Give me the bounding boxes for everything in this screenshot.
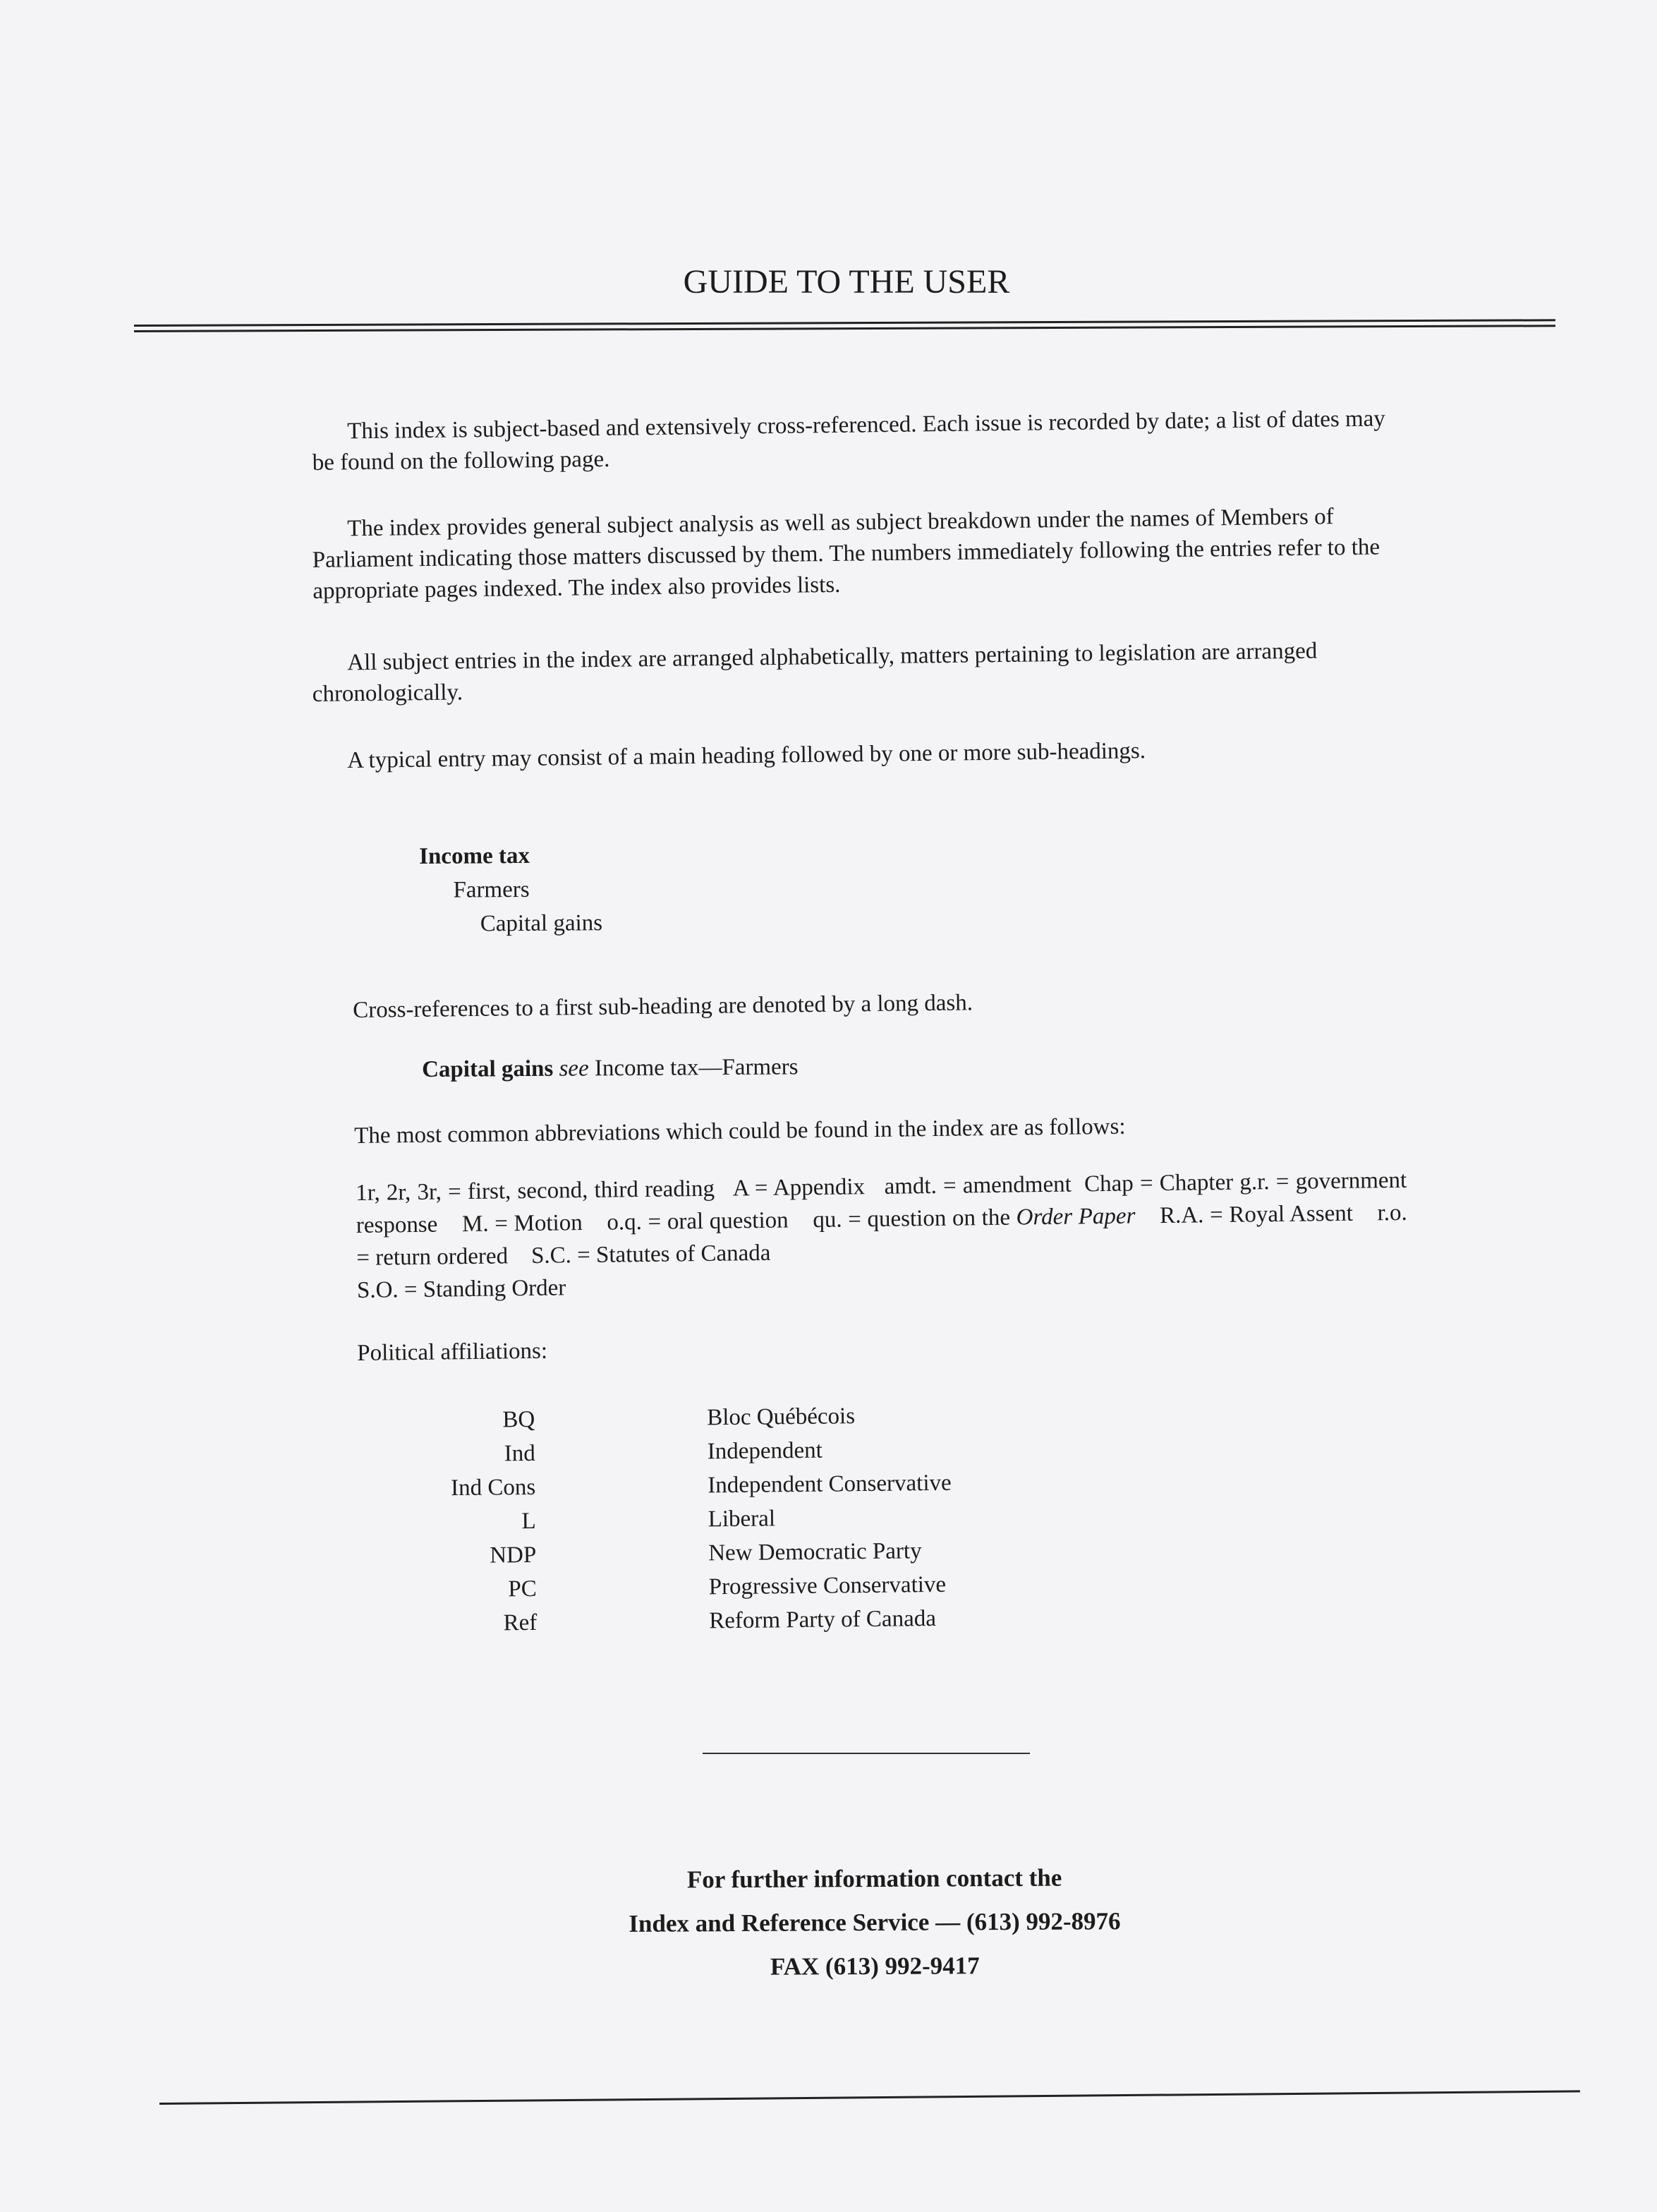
example-entry bbox=[419, 838, 602, 941]
abbr-motion: M. = Motion bbox=[461, 1210, 583, 1238]
contact-line-2: Index and Reference Service — (613) 992-8976 bbox=[629, 1907, 1121, 1938]
abbreviations-intro: The most common abbreviations which could be found in the index are as follows: bbox=[354, 1113, 1126, 1149]
affiliation-name: Bloc Québécois bbox=[707, 1403, 856, 1431]
abbr-question: qu. = question on the bbox=[813, 1204, 1011, 1233]
affiliation-row bbox=[396, 1432, 952, 1472]
abbr-royal-assent: R.A. = Royal Assent bbox=[1159, 1200, 1354, 1229]
affiliation-row bbox=[395, 1398, 951, 1438]
abbr-return-ordered: r.o. = return ordered bbox=[356, 1199, 1407, 1271]
rule-line-lower bbox=[134, 325, 1555, 332]
affiliation-code: NDP bbox=[490, 1542, 537, 1569]
abbr-oral-question: o.q. = oral question bbox=[607, 1207, 789, 1235]
cross-reference-example bbox=[422, 1051, 799, 1085]
abbr-amendment: amdt. = amendment bbox=[884, 1171, 1072, 1199]
contact-line-1: For further information contact the bbox=[686, 1863, 1062, 1894]
section-divider bbox=[703, 1753, 1030, 1754]
affiliations-table bbox=[395, 1398, 953, 1641]
affiliations-intro: Political affiliations: bbox=[357, 1338, 548, 1366]
bottom-rule bbox=[159, 2090, 1580, 2105]
abbr-statutes: S.C. = Statutes of Canada bbox=[530, 1240, 771, 1269]
arrangement-paragraph: All subject entries in the index are arranged alphabetically, matters pertaining to legislation are arranged chronologically. bbox=[312, 638, 1318, 707]
crossref-target: Income tax—Farmers bbox=[594, 1054, 799, 1082]
affiliation-name: Progressive Conservative bbox=[708, 1571, 947, 1600]
affiliation-code: PC bbox=[508, 1576, 537, 1602]
double-rule bbox=[134, 319, 1555, 332]
affiliation-row bbox=[397, 1568, 953, 1607]
abbr-appendix: A = Appendix bbox=[732, 1174, 866, 1202]
example-main-heading: Income tax bbox=[419, 842, 530, 869]
abbr-government-response: g.r. = government response bbox=[356, 1167, 1407, 1238]
contact-fax: FAX (613) 992-9417 bbox=[770, 1952, 980, 1981]
affiliation-row bbox=[396, 1466, 952, 1506]
contact-block bbox=[0, 1853, 1657, 1993]
affiliation-row bbox=[396, 1534, 952, 1573]
abbreviations-list bbox=[356, 1164, 1408, 1307]
affiliation-code: Ind Cons bbox=[450, 1474, 536, 1501]
crossref-term: Capital gains bbox=[422, 1056, 554, 1082]
affiliation-name: Reform Party of Canada bbox=[709, 1605, 937, 1634]
abbr-order-paper: Order Paper bbox=[1016, 1203, 1136, 1231]
abbr-standing-order: S.O. = Standing Order bbox=[356, 1275, 566, 1303]
intro-paragraph: This index is subject-based and extensively cross-referenced. Each issue is recorded by date; a list of dates may be found on the following page. bbox=[312, 406, 1386, 476]
affiliation-code: L bbox=[521, 1508, 536, 1535]
crossref-see: see bbox=[559, 1056, 589, 1082]
abbr-chapter: Chap = Chapter bbox=[1084, 1169, 1234, 1197]
affiliation-row bbox=[396, 1500, 952, 1540]
example-sub-heading: Farmers bbox=[453, 876, 530, 903]
abbr-reading: 1r, 2r, 3r, = first, second, third reading bbox=[356, 1175, 715, 1206]
cross-reference-paragraph: Cross-references to a first sub-heading are denoted by a long dash. bbox=[353, 990, 973, 1023]
affiliation-name: New Democratic Party bbox=[708, 1538, 922, 1566]
affiliation-name: Independent bbox=[707, 1437, 823, 1465]
page-title: GUIDE TO THE USER bbox=[683, 263, 1010, 301]
affiliation-name: Independent Conservative bbox=[708, 1470, 952, 1499]
affiliation-name: Liberal bbox=[708, 1506, 776, 1533]
affiliation-code: Ref bbox=[503, 1609, 538, 1636]
affiliation-code: Ind bbox=[504, 1440, 535, 1467]
example-sub-sub-heading: Capital gains bbox=[480, 910, 603, 937]
analysis-paragraph: The index provides general subject analysis as well as subject breakdown under the names of Members of Parliament indicating those matters discussed by them. The numbers immediately following the entries refer to the appropriate pages indexed. The index also provides lists. bbox=[312, 504, 1380, 604]
affiliation-row bbox=[397, 1602, 953, 1641]
affiliation-code: BQ bbox=[502, 1406, 535, 1433]
typical-entry-paragraph: A typical entry may consist of a main heading followed by one or more sub-headings. bbox=[347, 738, 1146, 773]
